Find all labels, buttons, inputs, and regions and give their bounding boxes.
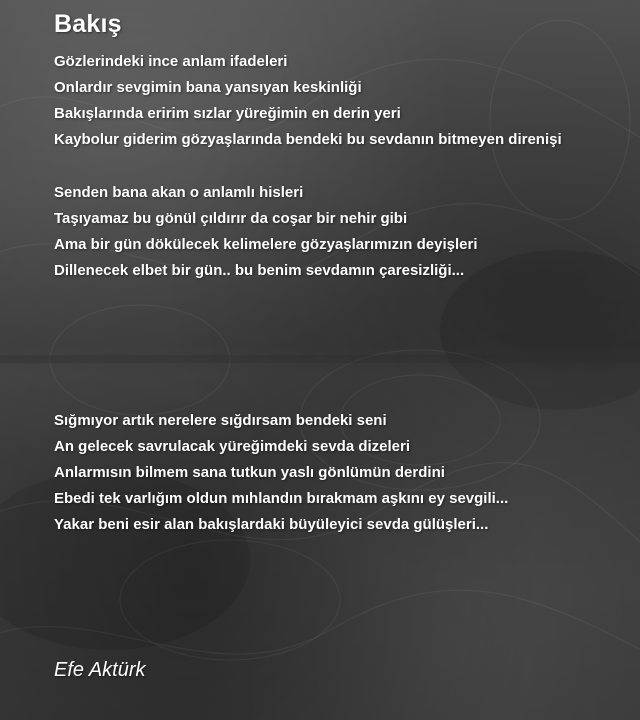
poem-line: Yakar beni esir alan bakışlardaki büyüleyici sevda gülüşleri... (54, 516, 489, 533)
poem-author: Efe Aktürk (54, 659, 146, 681)
poem-stanza-1 (54, 49, 562, 153)
poem-line: Senden bana akan o anlamlı hisleri (54, 184, 304, 201)
poem-line: Sığmıyor artık nerelere sığdırsam bendeki seni (54, 412, 387, 429)
poem-line: Onlardır sevgimin bana yansıyan keskinliği (54, 79, 362, 96)
poem-line: Kaybolur giderim gözyaşlarında bendeki bu sevdanın bitmeyen direnişi (54, 131, 562, 148)
poem-line: Anlarmısın bilmem sana tutkun yaslı gönlümün derdini (54, 464, 445, 481)
poem-line: Ama bir gün dökülecek kelimelere gözyaşlarımızın deyişleri (54, 236, 478, 253)
poem-line: An gelecek savrulacak yüreğimdeki sevda dizeleri (54, 438, 411, 455)
poem-title: Bakış (54, 10, 122, 38)
poem-line: Ebedi tek varlığım oldun mıhlandın bırakmam aşkını ey sevgili... (54, 490, 509, 507)
poem-line: Dillenecek elbet bir gün.. bu benim sevdamın çaresizliği... (54, 262, 465, 279)
poem-stanza-3 (54, 408, 508, 538)
poem-line: Gözlerindeki ince anlam ifadeleri (54, 53, 288, 70)
poem-line: Bakışlarında eririm sızlar yüreğimin en derin yeri (54, 105, 401, 122)
poem-line: Taşıyamaz bu gönül çıldırır da coşar bir nehir gibi (54, 210, 408, 227)
poem-stanza-2 (54, 180, 478, 284)
